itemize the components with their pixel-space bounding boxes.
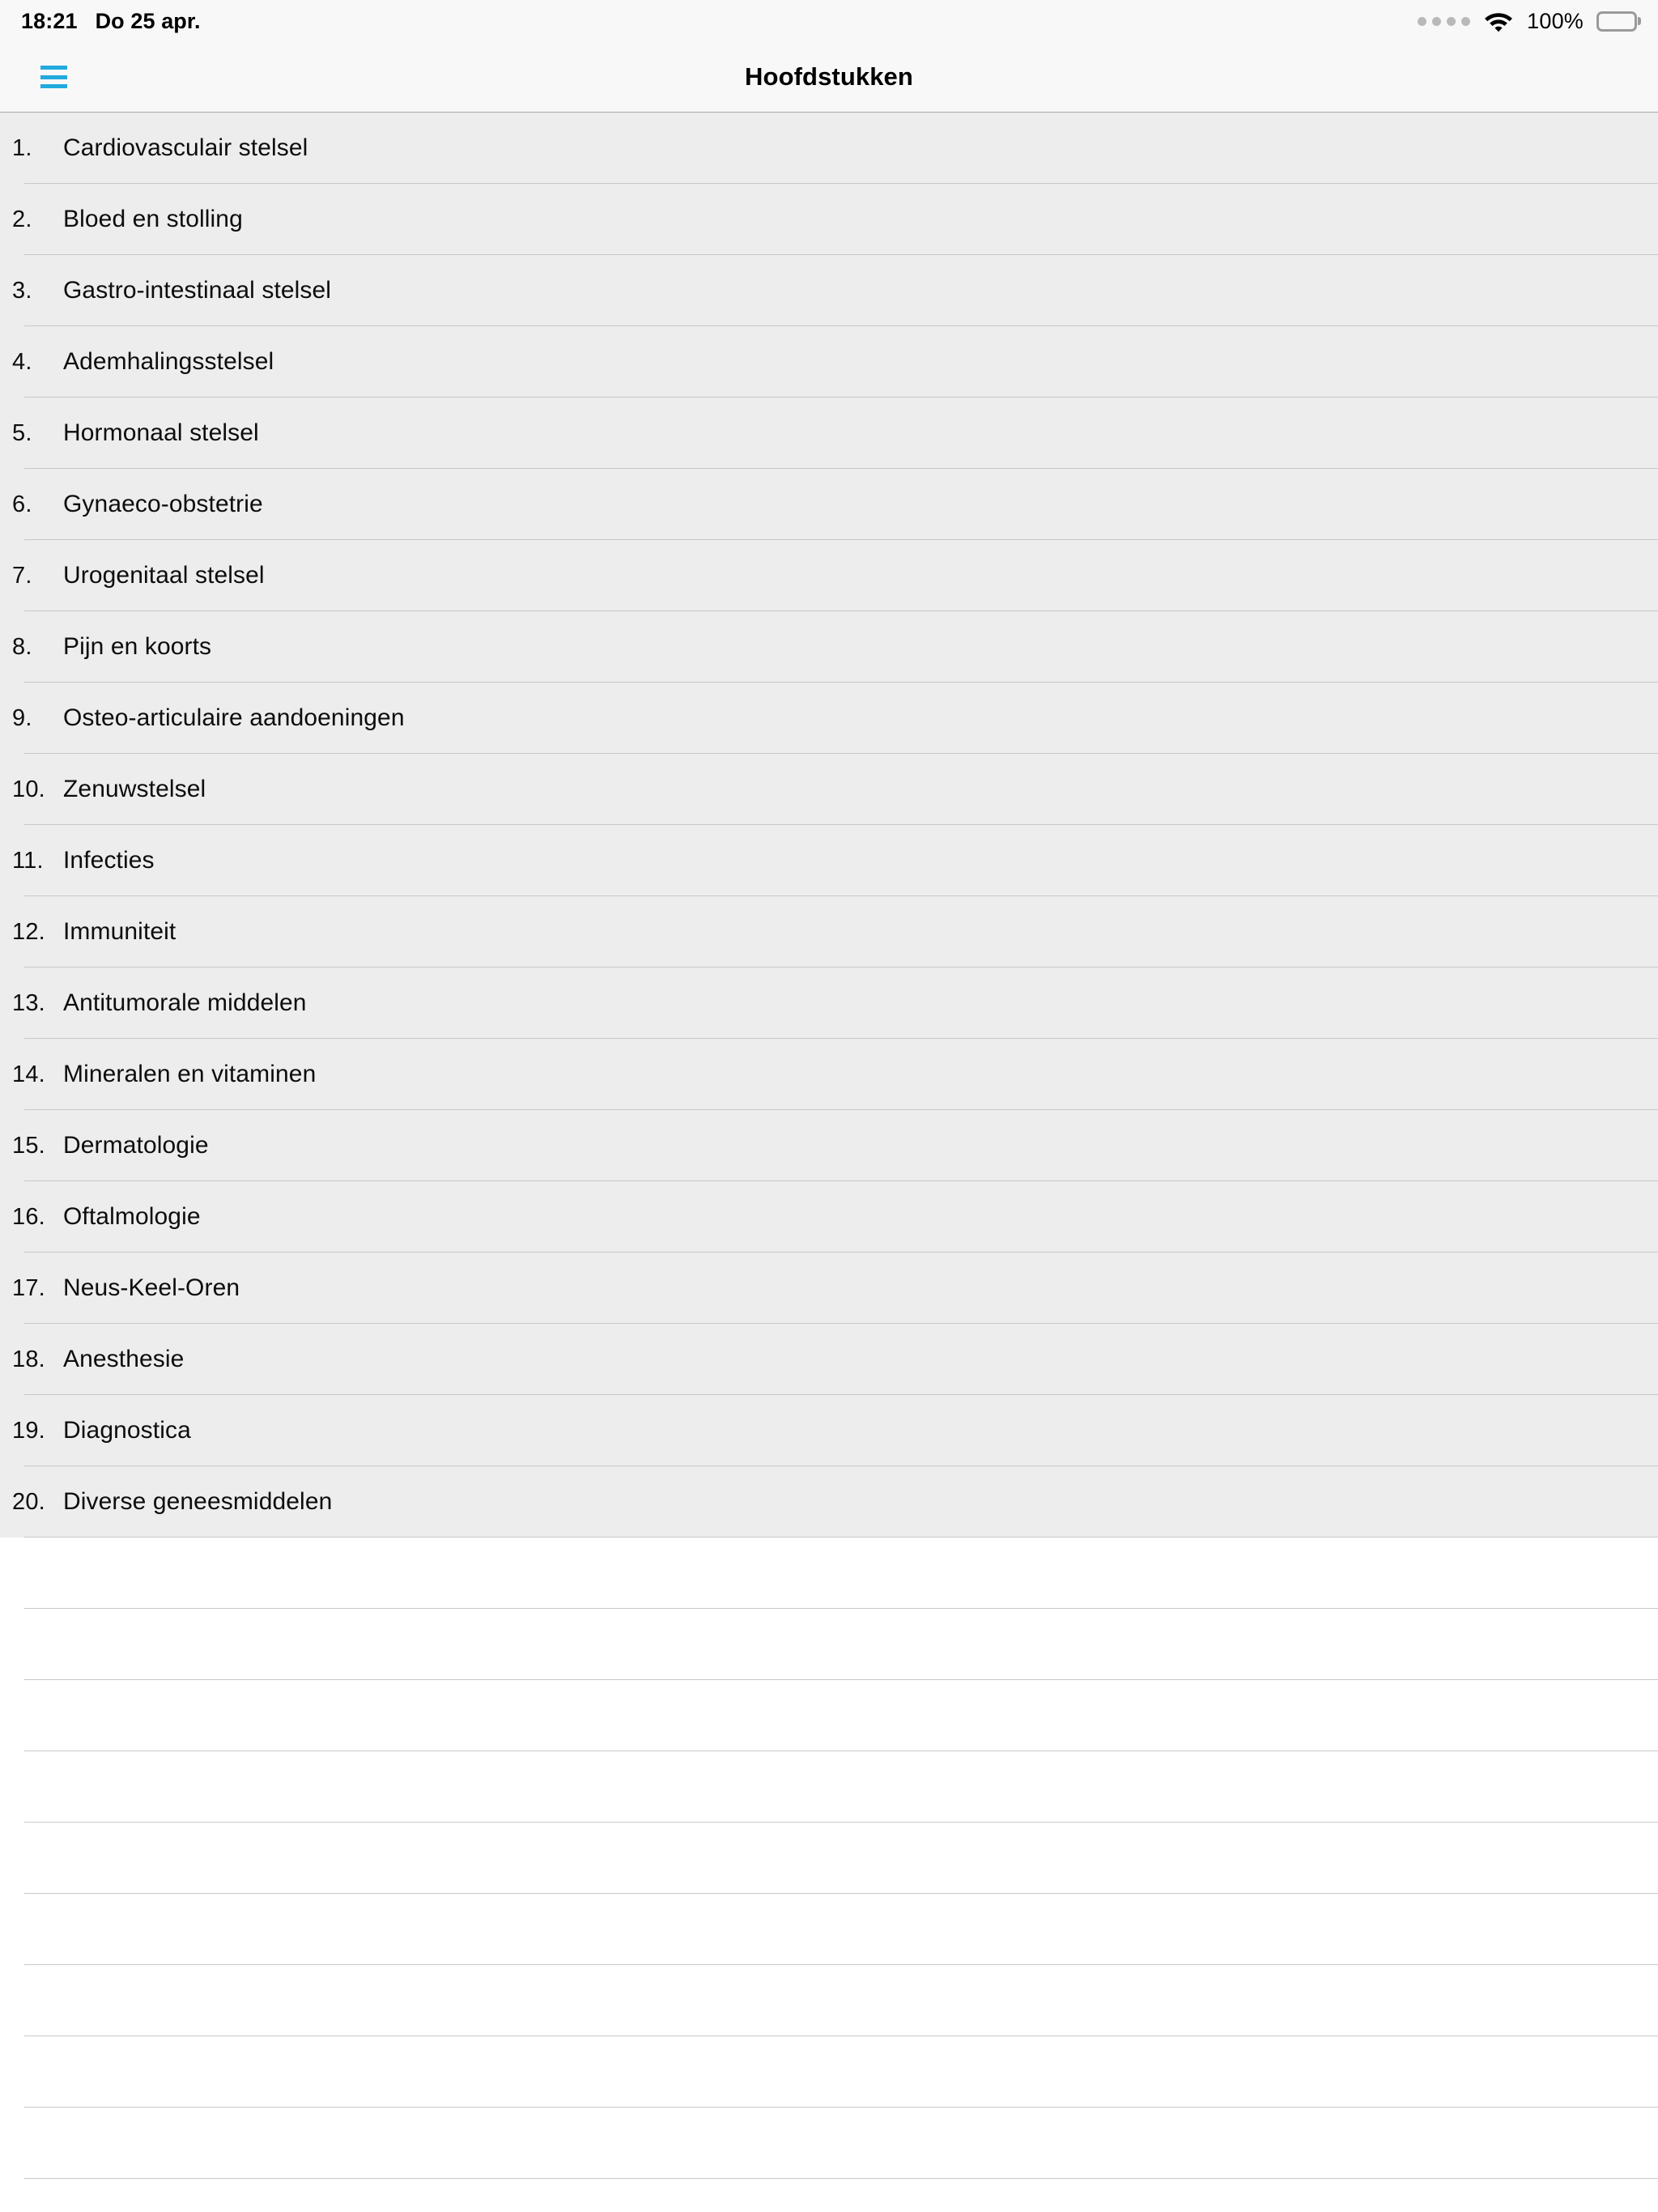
chapter-row[interactable] xyxy=(0,1395,1658,1466)
chapter-row[interactable] xyxy=(0,469,1658,540)
chapter-row[interactable] xyxy=(0,255,1658,326)
empty-row xyxy=(0,1609,1658,1680)
chapter-list xyxy=(0,113,1658,2212)
chapter-row[interactable] xyxy=(0,113,1658,184)
chapter-title: Gynaeco-obstetrie xyxy=(63,491,263,517)
chapter-title: Neus-Keel-Oren xyxy=(63,1274,240,1301)
signal-dots-icon xyxy=(1418,17,1470,26)
chapter-title: Oftalmologie xyxy=(63,1203,201,1230)
chapter-title: Mineralen en vitaminen xyxy=(63,1061,317,1087)
chapter-row[interactable] xyxy=(0,611,1658,683)
chapter-number: 13. xyxy=(12,989,45,1016)
chapter-number: 19. xyxy=(12,1417,45,1444)
chapter-title: Zenuwstelsel xyxy=(63,776,206,802)
chapter-title: Urogenitaal stelsel xyxy=(63,562,265,589)
chapter-row[interactable] xyxy=(0,540,1658,611)
chapter-row[interactable] xyxy=(0,825,1658,896)
navigation-bar xyxy=(0,42,1658,113)
chapter-row[interactable] xyxy=(0,896,1658,968)
chapter-row[interactable] xyxy=(0,1324,1658,1395)
chapter-number: 8. xyxy=(12,633,32,660)
chapter-row[interactable] xyxy=(0,184,1658,255)
hamburger-menu-icon[interactable] xyxy=(40,66,67,88)
chapter-number: 9. xyxy=(12,704,32,731)
chapter-title: Gastro-intestinaal stelsel xyxy=(63,277,332,304)
chapter-number: 6. xyxy=(12,491,32,517)
chapter-title: Antitumorale middelen xyxy=(63,989,307,1016)
chapter-title: Anesthesie xyxy=(63,1346,185,1372)
chapter-row[interactable] xyxy=(0,1466,1658,1538)
empty-row xyxy=(0,1751,1658,1823)
chapter-title: Pijn en koorts xyxy=(63,633,212,660)
empty-row xyxy=(0,1538,1658,1609)
chapter-row[interactable] xyxy=(0,326,1658,398)
chapter-number: 4. xyxy=(12,348,32,375)
status-date: Do 25 apr. xyxy=(95,8,201,33)
chapter-title: Bloed en stolling xyxy=(63,206,243,232)
chapter-number: 18. xyxy=(12,1346,45,1372)
chapter-row[interactable] xyxy=(0,754,1658,825)
chapter-row[interactable] xyxy=(0,968,1658,1039)
chapter-title: Infecties xyxy=(63,847,155,874)
chapter-number: 2. xyxy=(12,206,32,232)
chapter-number: 20. xyxy=(12,1488,45,1515)
chapter-number: 5. xyxy=(12,419,32,446)
empty-row xyxy=(0,2036,1658,2108)
chapter-number: 10. xyxy=(12,776,45,802)
chapter-row[interactable] xyxy=(0,683,1658,754)
status-bar-left xyxy=(21,9,201,34)
chapter-title: Ademhalingsstelsel xyxy=(63,348,274,375)
status-bar-right xyxy=(1418,9,1637,34)
chapter-title: Dermatologie xyxy=(63,1132,209,1159)
chapter-number: 14. xyxy=(12,1061,45,1087)
battery-full-icon xyxy=(1596,11,1637,32)
chapter-row[interactable] xyxy=(0,1110,1658,1181)
chapter-number: 15. xyxy=(12,1132,45,1159)
empty-row xyxy=(0,1823,1658,1894)
chapter-title: Diverse geneesmiddelen xyxy=(63,1488,333,1515)
empty-row xyxy=(0,1965,1658,2036)
chapter-number: 16. xyxy=(12,1203,45,1230)
wifi-icon xyxy=(1483,10,1514,32)
chapter-number: 3. xyxy=(12,277,32,304)
chapter-title: Hormonaal stelsel xyxy=(63,419,259,446)
empty-row xyxy=(0,2108,1658,2179)
chapter-title: Diagnostica xyxy=(63,1417,191,1444)
chapter-number: 17. xyxy=(12,1274,45,1301)
chapter-number: 7. xyxy=(12,562,32,589)
empty-row xyxy=(0,1680,1658,1751)
chapter-row[interactable] xyxy=(0,1253,1658,1324)
chapter-number: 1. xyxy=(12,134,32,161)
chapter-title: Osteo-articulaire aandoeningen xyxy=(63,704,405,731)
battery-percent-label: 100% xyxy=(1527,8,1584,33)
chapter-title: Immuniteit xyxy=(63,918,176,945)
page-title: Hoofdstukken xyxy=(745,62,913,91)
chapter-row[interactable] xyxy=(0,1039,1658,1110)
chapter-number: 11. xyxy=(12,847,44,874)
status-time: 18:21 xyxy=(21,8,78,33)
empty-row xyxy=(0,1894,1658,1965)
chapter-number: 12. xyxy=(12,918,45,945)
chapter-title: Cardiovasculair stelsel xyxy=(63,134,308,161)
chapter-row[interactable] xyxy=(0,1181,1658,1253)
empty-row xyxy=(0,2179,1658,2212)
chapter-row[interactable] xyxy=(0,398,1658,469)
status-bar xyxy=(0,0,1658,42)
